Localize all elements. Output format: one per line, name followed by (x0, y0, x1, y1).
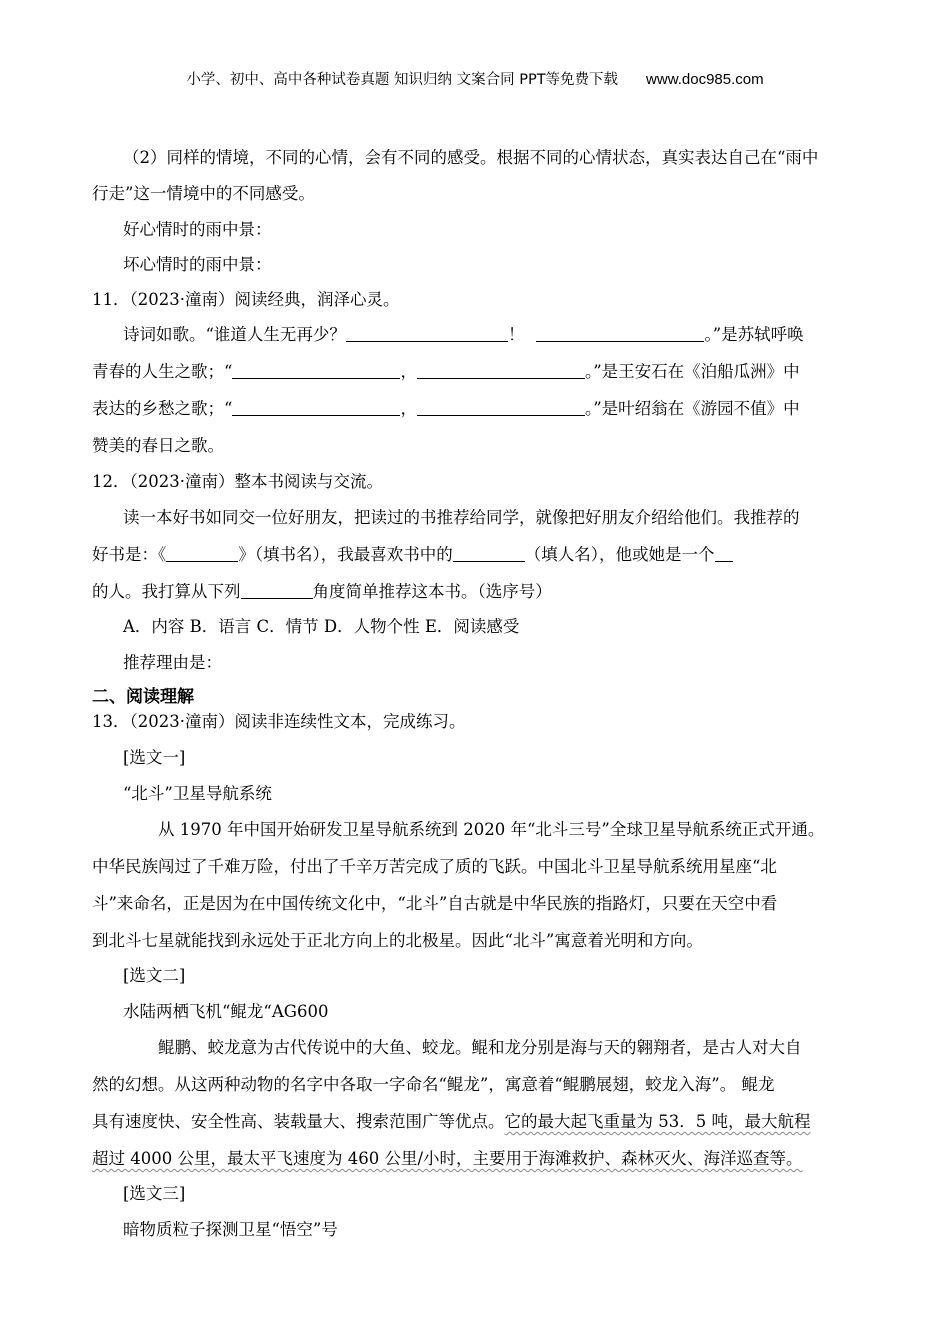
answer-blank[interactable] (346, 325, 508, 342)
q12-l2-text-c: （填人名），他或她是一个 (524, 545, 715, 564)
q11-line4: 赞美的春日之歌。 (92, 436, 224, 455)
answer-blank[interactable] (232, 399, 400, 416)
q12-l3-text-b: 角度简单推荐这本书。（选序号） (312, 582, 552, 601)
selection1-label: [选文一] (123, 748, 186, 767)
q10-part2-line2: 行走”这一情境中的不同感受。 (92, 184, 315, 203)
q11-line2 (92, 362, 800, 382)
bad-mood-prompt: 坏心情时的雨中景： (123, 255, 272, 274)
selection2-para-line1: 鲲鹏、蛟龙意为古代传说中的大鱼、蛟龙。鲲和龙分别是海与天的翱翔者，是古人对大自 (158, 1038, 802, 1057)
q12-line1: 读一本好书如同交一位好朋友，把读过的书推荐给同学，就像把好朋友介绍给他们。我推荐的 (123, 508, 800, 527)
selection2-title: 水陆两栖飞机“鲲龙“AG600 (123, 1002, 329, 1021)
answer-blank[interactable] (232, 362, 400, 379)
answer-blank[interactable] (536, 325, 704, 342)
selection1-title: “北斗”卫星导航系统 (123, 784, 272, 803)
q12-title: 12．（2023·潼南）整本书阅读与交流。 (92, 472, 383, 491)
q11-line3 (92, 399, 800, 419)
page-header (0, 68, 950, 89)
angle-choice-blank[interactable] (241, 582, 313, 599)
selection1-para-line1: 从 1970 年中国开始研发卫星导航系统到 2020 年“北斗三号”全球卫星导航系统正式开通。 (158, 820, 825, 839)
q11-l2-text-b: ， (400, 362, 417, 381)
q12-options: A．内容 B．语言 C．情节 D．人物个性 E．阅读感受 (123, 617, 520, 636)
q13-title: 13．（2023·潼南）阅读非连续性文本，完成练习。 (92, 712, 466, 731)
selection2-label: [选文二] (123, 966, 186, 985)
q12-l2-text-b: 》（填书名），我最喜欢书中的 (238, 545, 453, 564)
answer-blank[interactable] (417, 399, 585, 416)
header-url[interactable]: www.doc985.com (646, 71, 764, 88)
q10-part2-line1: （2）同样的情境，不同的心情，会有不同的感受。根据不同的心情状态，真实表达自己在“雨中 (123, 148, 819, 167)
header-text: 小学、初中、高中各种试卷真题 知识归纳 文案合同 PPT等免费下载 (186, 72, 619, 88)
selection1-para-line4: 到北斗七星就能找到永远处于正北方向上的北极星。因此“北斗”寓意着光明和方向。 (92, 931, 703, 950)
q11-l1-text-c: 。”是苏轼呼唤 (704, 325, 804, 344)
selection3-title: 暗物质粒子探测卫星“悟空”号 (123, 1220, 338, 1239)
q11-l1-text-b: ！ (507, 325, 525, 344)
selection1-para-line3: 斗”来命名，正是因为在中国传统文化中，“北斗”自古就是中华民族的指路灯，只要在天空中看 (92, 894, 778, 913)
q11-l1-text-a: 诗词如歌。“谁道人生无再少？ (123, 325, 346, 344)
section-title: 二、阅读理解 (92, 687, 194, 707)
q12-reason: 推荐理由是： (123, 653, 222, 672)
q11-l2-text-a: 青春的人生之歌；“ (92, 362, 233, 381)
q12-line3 (92, 582, 552, 602)
q11-title: 11．（2023·潼南）阅读经典，润泽心灵。 (92, 290, 400, 309)
q11-l3-text-b: ， (400, 399, 417, 418)
q11-l3-text-a: 表达的乡愁之歌；“ (92, 399, 233, 418)
selection2-para-line3 (92, 1112, 810, 1132)
selection2-para-line2: 然的幻想。从这两种动物的名字中各取一字命名“鲲龙”，寓意着“鲲鹏展翅，蛟龙入海”。 鲲龙 (92, 1075, 775, 1094)
selection2-para-line3-a: 具有速度快、安全性高、装载量大、搜索范围广等优点。 (92, 1112, 505, 1131)
q12-l3-text-a: 的人。我打算从下列 (92, 582, 241, 601)
q11-l3-text-c: 。”是叶绍翁在《游园不值》中 (584, 399, 800, 418)
q12-l2-text-a: 好书是：《 (92, 545, 167, 564)
q11-line1 (123, 325, 804, 345)
good-mood-prompt: 好心情时的雨中景： (123, 220, 272, 239)
q12-line2 (92, 545, 733, 565)
trait-blank[interactable] (715, 545, 733, 562)
answer-blank[interactable] (417, 362, 585, 379)
selection1-para-line2: 中华民族闯过了千难万险，付出了千辛万苦完成了质的飞跃。中国北斗卫星导航系统用星座“北 (92, 857, 777, 876)
book-name-blank[interactable] (166, 545, 238, 562)
selection2-para-line3-b: 它的最大起飞重量为 53．5 吨，最大航程 (504, 1112, 811, 1131)
selection2-para-line4: 超过 4000 公里，最太平飞速度为 460 公里/小时，主要用于海滩救护、森林灭火、海洋巡查等。 (92, 1149, 803, 1168)
character-name-blank[interactable] (453, 545, 525, 562)
q11-l2-text-c: 。”是王安石在《泊船瓜洲》中 (584, 362, 800, 381)
selection3-label: [选文三] (123, 1184, 186, 1203)
